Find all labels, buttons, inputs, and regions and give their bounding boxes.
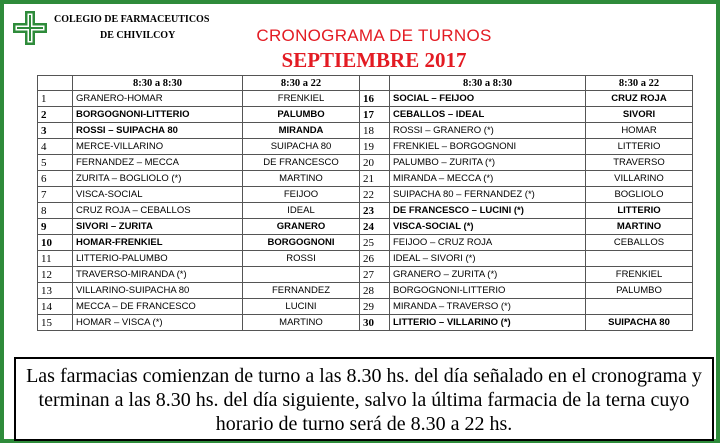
overnight-pharmacies: FEIJOO – CRUZ ROJA — [390, 235, 586, 251]
header-day-2 — [360, 76, 390, 91]
overnight-pharmacies: SUIPACHA 80 – FERNANDEZ (*) — [390, 187, 586, 203]
college-line-1: COLEGIO DE FARMACEUTICOS — [54, 14, 210, 25]
daytime-pharmacy: MARTINO — [243, 171, 360, 187]
schedule-note: Las farmacias comienzan de turno a las 8.30 hs. del día señalado en el cronograma y terminan a las 8.30 hs. del día siguiente, salvo la última farmacia de la terna cuyo horario de turno será de 8.30 a 22 hs. — [14, 357, 714, 441]
schedule-table — [37, 75, 693, 331]
day-number: 23 — [360, 203, 390, 219]
daytime-pharmacy: SUIPACHA 80 — [243, 139, 360, 155]
table-row — [38, 171, 693, 187]
header-daytime-2: 8:30 a 22 — [586, 76, 693, 91]
daytime-pharmacy: CRUZ ROJA — [586, 91, 693, 107]
day-number: 20 — [360, 155, 390, 171]
daytime-pharmacy — [243, 267, 360, 283]
table-row — [38, 107, 693, 123]
daytime-pharmacy: LUCINI — [243, 299, 360, 315]
overnight-pharmacies: GRANERO – ZURITA (*) — [390, 267, 586, 283]
header-overnight-2: 8:30 a 8:30 — [390, 76, 586, 91]
day-number: 21 — [360, 171, 390, 187]
day-number: 18 — [360, 123, 390, 139]
day-number: 19 — [360, 139, 390, 155]
daytime-pharmacy: CEBALLOS — [586, 235, 693, 251]
overnight-pharmacies: SOCIAL – FEIJOO — [390, 91, 586, 107]
day-number: 9 — [38, 219, 73, 235]
page-title: CRONOGRAMA DE TURNOS — [256, 26, 492, 45]
overnight-pharmacies: GRANERO-HOMAR — [73, 91, 243, 107]
day-number: 28 — [360, 283, 390, 299]
table-row — [38, 155, 693, 171]
table-row — [38, 267, 693, 283]
day-number: 5 — [38, 155, 73, 171]
day-number: 16 — [360, 91, 390, 107]
college-name — [54, 12, 224, 44]
day-number: 6 — [38, 171, 73, 187]
day-number: 25 — [360, 235, 390, 251]
daytime-pharmacy — [586, 299, 693, 315]
day-number: 7 — [38, 187, 73, 203]
daytime-pharmacy: VILLARINO — [586, 171, 693, 187]
overnight-pharmacies: MIRANDA – MECCA (*) — [390, 171, 586, 187]
daytime-pharmacy: LITTERIO — [586, 203, 693, 219]
overnight-pharmacies: BORGOGNONI-LITTERIO — [73, 107, 243, 123]
overnight-pharmacies: PALUMBO – ZURITA (*) — [390, 155, 586, 171]
daytime-pharmacy: LITTERIO — [586, 139, 693, 155]
overnight-pharmacies: ROSSI – SUIPACHA 80 — [73, 123, 243, 139]
table-row — [38, 203, 693, 219]
day-number: 2 — [38, 107, 73, 123]
overnight-pharmacies: DE FRANCESCO – LUCINI (*) — [390, 203, 586, 219]
table-row — [38, 123, 693, 139]
table-row — [38, 299, 693, 315]
overnight-pharmacies: VILLARINO-SUIPACHA 80 — [73, 283, 243, 299]
daytime-pharmacy: FEIJOO — [243, 187, 360, 203]
day-number: 30 — [360, 315, 390, 331]
day-number: 10 — [38, 235, 73, 251]
table-row — [38, 283, 693, 299]
overnight-pharmacies: HOMAR – VISCA (*) — [73, 315, 243, 331]
overnight-pharmacies: LITTERIO – VILLARINO (*) — [390, 315, 586, 331]
daytime-pharmacy: FRENKIEL — [243, 91, 360, 107]
table-row — [38, 235, 693, 251]
daytime-pharmacy: PALUMBO — [586, 283, 693, 299]
day-number: 11 — [38, 251, 73, 267]
table-header-row — [38, 76, 693, 91]
month-title: SEPTIEMBRE 2017 — [281, 48, 467, 72]
daytime-pharmacy: IDEAL — [243, 203, 360, 219]
daytime-pharmacy: PALUMBO — [243, 107, 360, 123]
day-number: 12 — [38, 267, 73, 283]
daytime-pharmacy: SUIPACHA 80 — [586, 315, 693, 331]
header-overnight-1: 8:30 a 8:30 — [73, 76, 243, 91]
header-day-1 — [38, 76, 73, 91]
daytime-pharmacy: SIVORI — [586, 107, 693, 123]
day-number: 8 — [38, 203, 73, 219]
overnight-pharmacies: BORGOGNONI-LITTERIO — [390, 283, 586, 299]
table-row — [38, 251, 693, 267]
overnight-pharmacies: TRAVERSO-MIRANDA (*) — [73, 267, 243, 283]
day-number: 4 — [38, 139, 73, 155]
overnight-pharmacies: IDEAL – SIVORI (*) — [390, 251, 586, 267]
day-number: 27 — [360, 267, 390, 283]
day-number: 3 — [38, 123, 73, 139]
overnight-pharmacies: FERNANDEZ – MECCA — [73, 155, 243, 171]
overnight-pharmacies: MIRANDA – TRAVERSO (*) — [390, 299, 586, 315]
overnight-pharmacies: CEBALLOS – IDEAL — [390, 107, 586, 123]
day-number: 15 — [38, 315, 73, 331]
table-row — [38, 91, 693, 107]
overnight-pharmacies: HOMAR-FRENKIEL — [73, 235, 243, 251]
overnight-pharmacies: VISCA-SOCIAL (*) — [390, 219, 586, 235]
day-number: 24 — [360, 219, 390, 235]
overnight-pharmacies: ROSSI – GRANERO (*) — [390, 123, 586, 139]
day-number: 1 — [38, 91, 73, 107]
overnight-pharmacies: CRUZ ROJA – CEBALLOS — [73, 203, 243, 219]
table-row — [38, 139, 693, 155]
day-number: 29 — [360, 299, 390, 315]
daytime-pharmacy: ROSSI — [243, 251, 360, 267]
day-number: 14 — [38, 299, 73, 315]
daytime-pharmacy: FRENKIEL — [586, 267, 693, 283]
college-line-2: DE CHIVILCOY — [100, 30, 176, 41]
table-row — [38, 219, 693, 235]
daytime-pharmacy: HOMAR — [586, 123, 693, 139]
daytime-pharmacy: GRANERO — [243, 219, 360, 235]
day-number: 26 — [360, 251, 390, 267]
daytime-pharmacy: MARTINO — [243, 315, 360, 331]
daytime-pharmacy: MIRANDA — [243, 123, 360, 139]
pharmacy-cross-logo-icon — [12, 10, 48, 46]
table-row — [38, 315, 693, 331]
daytime-pharmacy: FERNANDEZ — [243, 283, 360, 299]
overnight-pharmacies: SIVORI – ZURITA — [73, 219, 243, 235]
day-number: 13 — [38, 283, 73, 299]
daytime-pharmacy: MARTINO — [586, 219, 693, 235]
overnight-pharmacies: LITTERIO-PALUMBO — [73, 251, 243, 267]
header-daytime-1: 8:30 a 22 — [243, 76, 360, 91]
overnight-pharmacies: MERCE-VILLARINO — [73, 139, 243, 155]
day-number: 22 — [360, 187, 390, 203]
overnight-pharmacies: MECCA – DE FRANCESCO — [73, 299, 243, 315]
day-number: 17 — [360, 107, 390, 123]
daytime-pharmacy: BORGOGNONI — [243, 235, 360, 251]
daytime-pharmacy: BOGLIOLO — [586, 187, 693, 203]
daytime-pharmacy — [586, 251, 693, 267]
daytime-pharmacy: TRAVERSO — [586, 155, 693, 171]
table-row — [38, 187, 693, 203]
overnight-pharmacies: ZURITA – BOGLIOLO (*) — [73, 171, 243, 187]
overnight-pharmacies: FRENKIEL – BORGOGNONI — [390, 139, 586, 155]
daytime-pharmacy: DE FRANCESCO — [243, 155, 360, 171]
overnight-pharmacies: VISCA-SOCIAL — [73, 187, 243, 203]
